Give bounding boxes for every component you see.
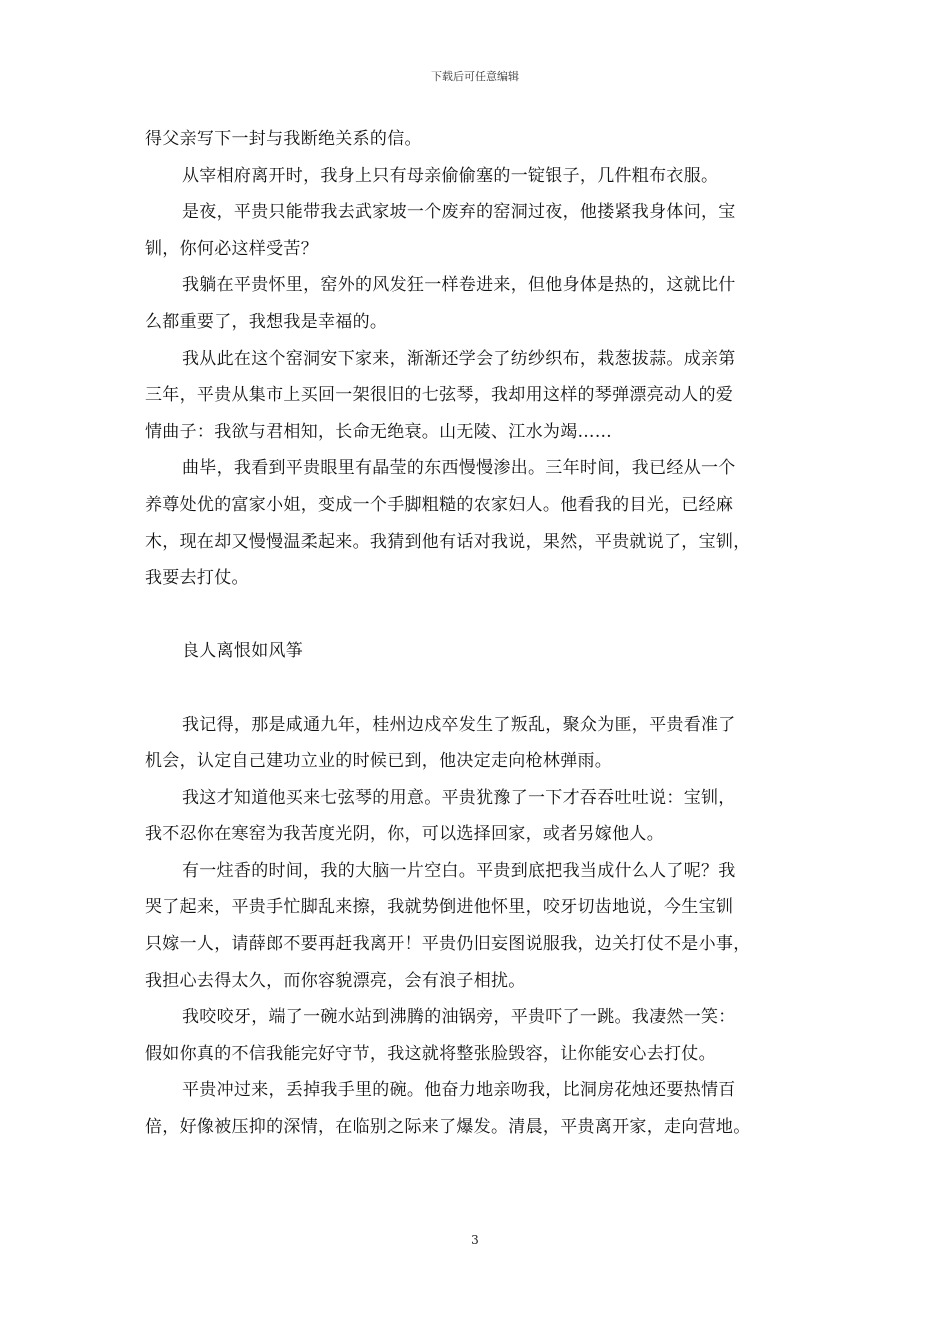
text-line: 么都重要了，我想我是幸福的。 <box>145 311 388 332</box>
text-line: 只嫁一人，请薛郎不要再赶我离开！平贵仍旧妄图说服我，边关打仗不是小事， <box>145 934 751 955</box>
text-line: 机会，认定自己建功立业的时候已到，他决定走向枪林弹雨。 <box>145 751 613 772</box>
text-line: 有一炷香的时间，我的大脑一片空白。平贵到底把我当成什么人了呢？我 <box>182 860 736 881</box>
text-line: 曲毕，我看到平贵眼里有晶莹的东西慢慢渗出。三年时间，我已经从一个 <box>182 458 736 479</box>
text-line: 钏，你何必这样受苦？ <box>145 238 318 259</box>
text-line: 情曲子：我欲与君相知，长命无绝衰。山无陵、江水为竭…… <box>145 421 613 442</box>
page-header: 下载后可任意编辑 <box>431 70 519 83</box>
text-line: 我要去打仗。 <box>145 568 249 589</box>
text-line: 倍，好像被压抑的深情，在临别之际来了爆发。清晨，平贵离开家，走向营地。 <box>145 1117 751 1138</box>
text-line: 我从此在这个窑洞安下家来，渐渐还学会了纺纱织布，栽葱拔蒜。成亲第 <box>182 348 736 369</box>
blank-line <box>145 597 825 634</box>
text-line: 哭了起来，平贵手忙脚乱来擦，我就势倒进他怀里，咬牙切齿地说，今生宝钏 <box>145 897 734 918</box>
text-line: 木，现在却又慢慢温柔起来。我猜到他有话对我说，果然，平贵就说了，宝钏， <box>145 531 751 552</box>
text-line: 平贵冲过来，丢掉我手里的碗。他奋力地亲吻我，比洞房花烛还要热情百 <box>182 1080 736 1101</box>
text-line: 三年，平贵从集市上买回一架很旧的七弦琴，我却用这样的琴弹漂亮动人的爱 <box>145 385 734 406</box>
text-line: 我咬咬牙，端了一碗水站到沸腾的油锅旁，平贵吓了一跳。我凄然一笑： <box>182 1007 736 1028</box>
text-line: 我不忍你在寒窑为我苦度光阴，你，可以选择回家，或者另嫁他人。 <box>145 824 664 845</box>
text-line: 是夜，平贵只能带我去武家坡一个废弃的窑洞过夜，他搂紧我身体问，宝 <box>182 202 736 223</box>
section-heading: 良人离恨如风筝 <box>182 641 304 662</box>
text-line: 从宰相府离开时，我身上只有母亲偷偷塞的一锭银子，几件粗布衣服。 <box>182 165 719 186</box>
text-line: 我担心去得太久，而你容貌漂亮，会有浪子相扰。 <box>145 970 526 991</box>
text-line: 我记得，那是咸通九年，桂州边戍卒发生了叛乱，聚众为匪，平贵看准了 <box>182 714 736 735</box>
text-line: 我躺在平贵怀里，窑外的风发狂一样卷进来，但他身体是热的，这就比什 <box>182 275 736 296</box>
page-number: 3 <box>471 1233 479 1247</box>
text-line: 我这才知道他买来七弦琴的用意。平贵犹豫了一下才吞吞吐吐说：宝钏， <box>182 787 736 808</box>
blank-line <box>145 670 825 707</box>
document-body <box>145 121 825 1146</box>
text-line: 得父亲写下一封与我断绝关系的信。 <box>145 129 422 149</box>
text-line: 养尊处优的富家小姐，变成一个手脚粗糙的农家妇人。他看我的目光，已经麻 <box>145 494 734 515</box>
text-line: 假如你真的不信我能完好守节，我这就将整张脸毁容，让你能安心去打仗。 <box>145 1043 716 1064</box>
